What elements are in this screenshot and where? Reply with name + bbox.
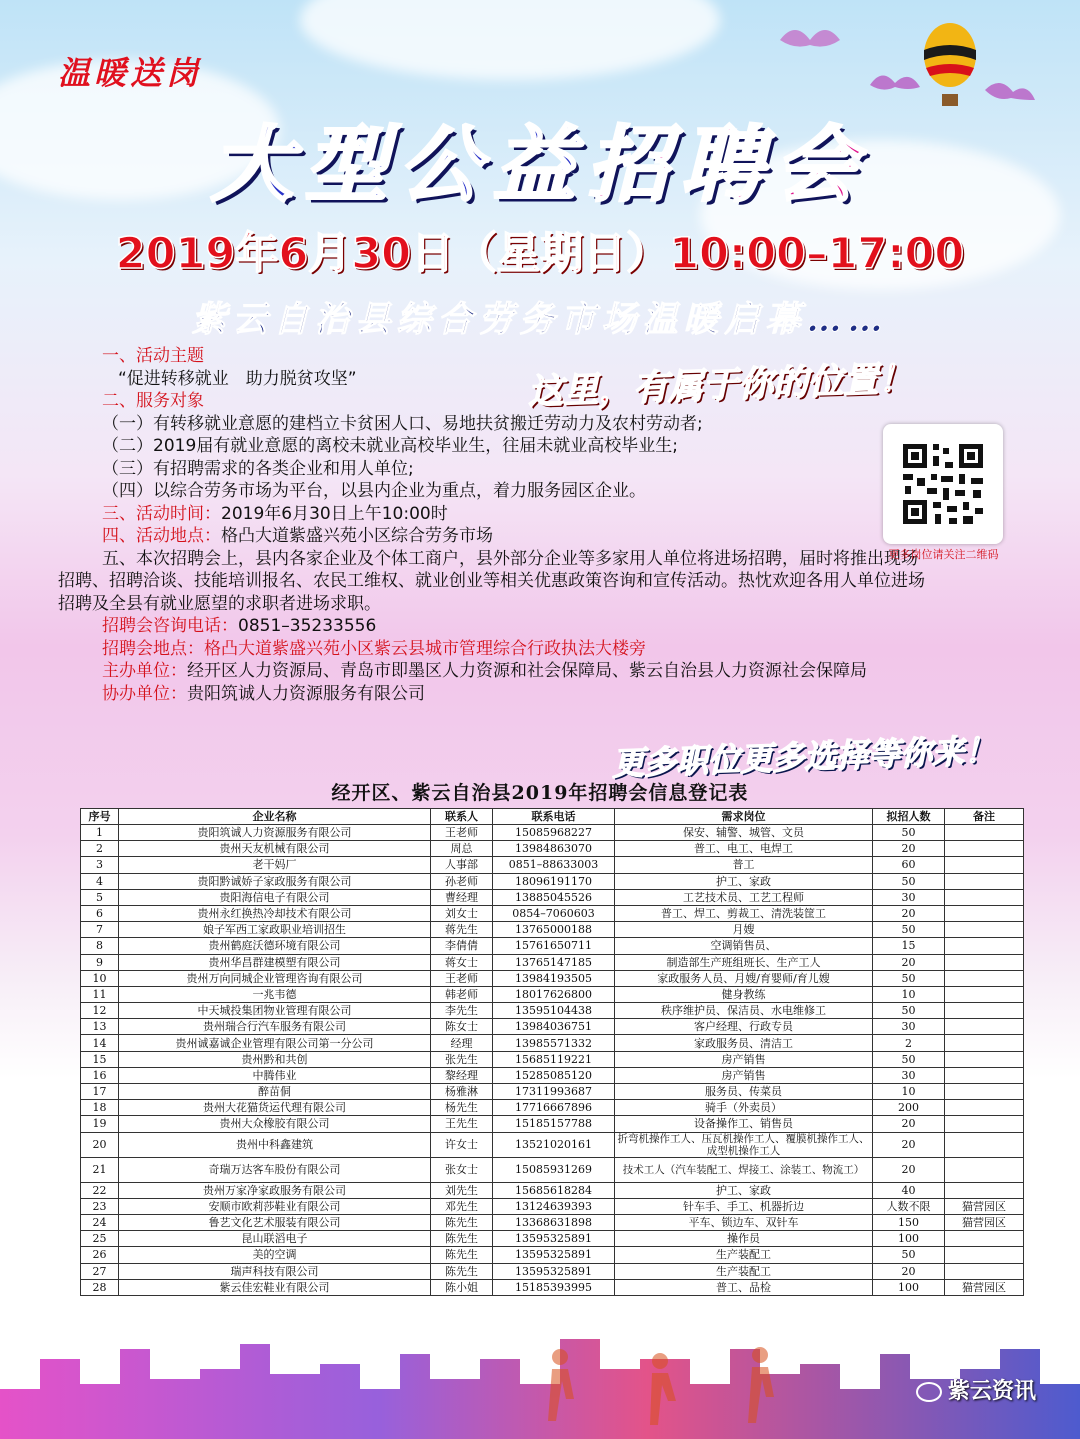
addr-value: 格凸大道紫盛兴苑小区紫云县城市管理综合行政执法大楼旁: [204, 638, 646, 659]
consult-phone: [58, 615, 1038, 638]
cell-company: 贵阳黔诚娇子家政服务有限公司: [119, 873, 431, 889]
cell-contact: 杨雅淋: [431, 1084, 493, 1100]
table-row: [81, 1084, 1024, 1100]
cell-remarks: [945, 970, 1024, 986]
cell-remarks: [945, 1157, 1024, 1182]
cell-positions: 操作员: [615, 1231, 873, 1247]
qr-code-icon: [883, 424, 1003, 544]
cell-index: 19: [81, 1116, 119, 1132]
cell-remarks: [945, 1116, 1024, 1132]
cell-headcount: 20: [873, 1132, 945, 1157]
cell-remarks: [945, 825, 1024, 841]
cell-index: 13: [81, 1019, 119, 1035]
cell-index: 5: [81, 889, 119, 905]
cell-phone: 13521020161: [493, 1132, 615, 1157]
cell-headcount: 20: [873, 905, 945, 921]
cell-phone: 13984036751: [493, 1019, 615, 1035]
table-title: 经开区、紫云自治县2019年招聘会信息登记表: [331, 782, 749, 804]
target-item-2: （二）2019届有就业意愿的离校未就业高校毕业生，往届未就业高校毕业生;: [102, 436, 678, 456]
table-row: [81, 970, 1024, 986]
cell-remarks: [945, 1263, 1024, 1279]
cell-index: 2: [81, 841, 119, 857]
desc-line-2: 招聘、招聘洽谈、技能培训报名、农民工维权、就业创业等相关优惠政策咨询和宣传活动。热忱欢迎各用人单位进场: [58, 571, 925, 591]
cell-positions: 护工、家政: [615, 873, 873, 889]
table-row: [81, 1035, 1024, 1051]
cell-company: 奇瑞万达客车股份有限公司: [119, 1157, 431, 1182]
table-row: [81, 857, 1024, 873]
cell-positions: 针车手、手工、机器折边: [615, 1198, 873, 1214]
cell-phone: 15685119221: [493, 1051, 615, 1067]
cell-positions: 技术工人（汽车装配工、焊接工、涂装工、物流工）: [615, 1157, 873, 1182]
table-row: [81, 1247, 1024, 1263]
cell-phone: 15185393995: [493, 1279, 615, 1295]
table-row: [81, 873, 1024, 889]
cell-positions: 客户经理、行政专员: [615, 1019, 873, 1035]
table-header-row: [81, 809, 1024, 825]
cell-contact: 李先生: [431, 1003, 493, 1019]
cell-remarks: [945, 841, 1024, 857]
cell-phone: 15085968227: [493, 825, 615, 841]
co-organizer: [58, 683, 1038, 706]
cell-headcount: 100: [873, 1231, 945, 1247]
table-row: [81, 825, 1024, 841]
cell-headcount: 2: [873, 1035, 945, 1051]
cell-contact: 蒋女士: [431, 954, 493, 970]
cell-headcount: 20: [873, 1157, 945, 1182]
cell-headcount: 10: [873, 1084, 945, 1100]
cell-positions: 普工、品检: [615, 1279, 873, 1295]
cell-headcount: 30: [873, 1067, 945, 1083]
cell-phone: 18096191170: [493, 873, 615, 889]
cell-index: 15: [81, 1051, 119, 1067]
cell-contact: 曹经理: [431, 889, 493, 905]
cell-company: 一兆韦德: [119, 986, 431, 1002]
table-row: [81, 922, 1024, 938]
cell-contact: 蒋先生: [431, 922, 493, 938]
table-row: [81, 938, 1024, 954]
cell-headcount: 10: [873, 986, 945, 1002]
cell-positions: 保安、辅警、城管、文员: [615, 825, 873, 841]
table-row: [81, 1116, 1024, 1132]
cloud-decoration: [300, 0, 720, 80]
host-label: 主办单位：: [102, 661, 187, 681]
cell-contact: 李倩倩: [431, 938, 493, 954]
col-header-company: 企业名称: [119, 809, 431, 825]
cell-phone: 18017626800: [493, 986, 615, 1002]
cell-phone: 15185157788: [493, 1116, 615, 1132]
cell-index: 25: [81, 1231, 119, 1247]
cell-contact: 经理: [431, 1035, 493, 1051]
cell-positions: 普工、电工、电焊工: [615, 841, 873, 857]
cell-remarks: [945, 986, 1024, 1002]
cell-company: 贵州鹤庭沃德环境有限公司: [119, 938, 431, 954]
table-row: [81, 1051, 1024, 1067]
event-date-line: 2019年6月30日（星期日）10:00–17:00: [115, 229, 965, 279]
cell-company: 老干妈厂: [119, 857, 431, 873]
cell-headcount: 100: [873, 1279, 945, 1295]
cell-positions: 骑手（外卖员）: [615, 1100, 873, 1116]
cell-company: 贵州万家净家政服务有限公司: [119, 1182, 431, 1198]
cell-index: 26: [81, 1247, 119, 1263]
cell-contact: 张女士: [431, 1157, 493, 1182]
cell-positions: 家政服务人员、月嫂/育婴师/育儿嫂: [615, 970, 873, 986]
col-header-headcount: 拟招人数: [873, 809, 945, 825]
cell-remarks: 猫营园区: [945, 1214, 1024, 1230]
cell-index: 4: [81, 873, 119, 889]
place-value: 格凸大道紫盛兴苑小区综合劳务市场: [221, 526, 493, 546]
cell-headcount: 15: [873, 938, 945, 954]
table-row: [81, 1132, 1024, 1157]
cell-remarks: [945, 1084, 1024, 1100]
cell-headcount: 40: [873, 1182, 945, 1198]
wechat-watermark: [916, 1374, 1036, 1405]
cell-contact: 陈先生: [431, 1231, 493, 1247]
cell-phone: 15685618284: [493, 1182, 615, 1198]
cell-positions: 平车、锁边车、双针车: [615, 1214, 873, 1230]
table-row: [81, 889, 1024, 905]
cell-index: 16: [81, 1067, 119, 1083]
cell-headcount: 50: [873, 1247, 945, 1263]
tagline: 温暖送岗: [58, 54, 203, 92]
table-row: [81, 841, 1024, 857]
cell-contact: 刘女士: [431, 905, 493, 921]
cell-company: 贵州诚嘉诚企业管理有限公司第一分公司: [119, 1035, 431, 1051]
table-row: [81, 986, 1024, 1002]
table-row: [81, 1214, 1024, 1230]
col-header-positions: 需求岗位: [615, 809, 873, 825]
slogan-position: 这里，有属于你的位置！: [527, 359, 914, 413]
col-header-index: 序号: [81, 809, 119, 825]
cell-company: 贵阳海信电子有限公司: [119, 889, 431, 905]
cell-index: 27: [81, 1263, 119, 1279]
bird-icon: [985, 83, 1035, 100]
cell-contact: 孙老师: [431, 873, 493, 889]
table-row: [81, 1231, 1024, 1247]
cell-phone: 13765000188: [493, 922, 615, 938]
cell-index: 3: [81, 857, 119, 873]
table-row: [81, 1157, 1024, 1182]
cell-headcount: 50: [873, 970, 945, 986]
cell-positions: 设备操作工、销售员: [615, 1116, 873, 1132]
cell-remarks: [945, 1019, 1024, 1035]
cell-remarks: [945, 1051, 1024, 1067]
cell-contact: 周总: [431, 841, 493, 857]
cell-headcount: 60: [873, 857, 945, 873]
main-title-part1: 大型公益: [211, 118, 587, 213]
cell-remarks: 猫营园区: [945, 1198, 1024, 1214]
cell-positions: 护工、家政: [615, 1182, 873, 1198]
cell-phone: 13595325891: [493, 1231, 615, 1247]
cell-contact: 韩老师: [431, 986, 493, 1002]
cell-remarks: 猫营园区: [945, 1279, 1024, 1295]
cell-positions: 制造部生产班组班长、生产工人: [615, 954, 873, 970]
cell-positions: 房产销售: [615, 1051, 873, 1067]
cell-contact: 许女士: [431, 1132, 493, 1157]
cell-index: 14: [81, 1035, 119, 1051]
cell-phone: 13124639393: [493, 1198, 615, 1214]
cell-company: 贵州华昌群建模塑有限公司: [119, 954, 431, 970]
cell-company: 贵州黔和共创: [119, 1051, 431, 1067]
cell-headcount: 20: [873, 1263, 945, 1279]
cell-contact: 杨先生: [431, 1100, 493, 1116]
cell-positions: 月嫂: [615, 922, 873, 938]
cell-remarks: [945, 857, 1024, 873]
table-body: [81, 825, 1024, 1296]
host-organizers: [58, 660, 1038, 683]
cell-headcount: 30: [873, 889, 945, 905]
cell-remarks: [945, 1100, 1024, 1116]
cell-headcount: 50: [873, 1003, 945, 1019]
cell-index: 18: [81, 1100, 119, 1116]
cell-company: 紫云佳宏鞋业有限公司: [119, 1279, 431, 1295]
cell-remarks: [945, 1035, 1024, 1051]
col-header-remarks: 备注: [945, 809, 1024, 825]
cell-index: 21: [81, 1157, 119, 1182]
slogan-more-jobs: 更多职位更多选择等你来！: [611, 731, 997, 783]
cell-headcount: 50: [873, 825, 945, 841]
cell-remarks: [945, 1003, 1024, 1019]
cell-contact: 黎经理: [431, 1067, 493, 1083]
cell-positions: 生产装配工: [615, 1263, 873, 1279]
cell-index: 8: [81, 938, 119, 954]
main-title: [0, 100, 1080, 217]
cell-index: 11: [81, 986, 119, 1002]
wechat-icon: [916, 1382, 942, 1402]
cell-remarks: [945, 1231, 1024, 1247]
desc-line-1: 五、本次招聘会上，县内各家企业及个体工商户，县外部分企业等多家用人单位将进场招聘，届时将推出现场: [102, 548, 918, 569]
hot-air-balloon-icon: [924, 23, 976, 106]
table-row: [81, 1067, 1024, 1083]
co-value: 贵阳筑诚人力资源服务有限公司: [187, 683, 425, 704]
cell-phone: 13885045526: [493, 889, 615, 905]
theme-label: 一、活动主题: [102, 346, 204, 366]
cell-contact: 王老师: [431, 825, 493, 841]
cell-contact: 王老师: [431, 970, 493, 986]
cell-remarks: [945, 954, 1024, 970]
cell-remarks: [945, 1182, 1024, 1198]
cell-index: 10: [81, 970, 119, 986]
cell-phone: 0854–7060603: [493, 905, 615, 921]
cell-headcount: 150: [873, 1214, 945, 1230]
cell-phone: 13368631898: [493, 1214, 615, 1230]
qr-code[interactable]: [883, 424, 1003, 544]
cell-index: 24: [81, 1214, 119, 1230]
cell-remarks: [945, 1247, 1024, 1263]
cell-company: 贵州中科鑫建筑: [119, 1132, 431, 1157]
cell-positions: 普工、焊工、剪裁工、清洗装筐工: [615, 905, 873, 921]
cell-headcount: 50: [873, 922, 945, 938]
cell-index: 28: [81, 1279, 119, 1295]
table-row: [81, 1263, 1024, 1279]
cell-index: 9: [81, 954, 119, 970]
table-row: [81, 954, 1024, 970]
cell-company: 贵阳筑诚人力资源服务有限公司: [119, 825, 431, 841]
cell-positions: 工艺技术员、工艺工程师: [615, 889, 873, 905]
cell-company: 贵州天友机械有限公司: [119, 841, 431, 857]
cell-contact: 陈小姐: [431, 1279, 493, 1295]
cell-contact: 陈先生: [431, 1263, 493, 1279]
cell-company: 美的空调: [119, 1247, 431, 1263]
watermark-text: 紫云资讯: [947, 1379, 1036, 1404]
cell-index: 1: [81, 825, 119, 841]
table-row: [81, 1100, 1024, 1116]
registration-table: [80, 808, 1024, 1296]
cell-company: 安顺市欧莉莎鞋业有限公司: [119, 1198, 431, 1214]
cell-headcount: 50: [873, 1051, 945, 1067]
cell-positions: 空调销售员、: [615, 938, 873, 954]
cell-index: 17: [81, 1084, 119, 1100]
cell-remarks: [945, 905, 1024, 921]
cell-phone: 17716667896: [493, 1100, 615, 1116]
cell-company: 昆山联滔电子: [119, 1231, 431, 1247]
cell-phone: 13985571332: [493, 1035, 615, 1051]
cell-phone: 13984193505: [493, 970, 615, 986]
cell-headcount: 20: [873, 841, 945, 857]
cell-headcount: 20: [873, 1116, 945, 1132]
cell-headcount: 人数不限: [873, 1198, 945, 1214]
cell-remarks: [945, 889, 1024, 905]
fair-address: [58, 638, 1038, 661]
target-item-4: （四）以综合劳务市场为平台，以县内企业为重点，着力服务园区企业。: [102, 481, 646, 501]
cell-contact: 陈女士: [431, 1019, 493, 1035]
target-item-3: （三）有招聘需求的各类企业和用人单位;: [102, 458, 414, 479]
table-row: [81, 905, 1024, 921]
cell-index: 23: [81, 1198, 119, 1214]
cell-company: 中腾伟业: [119, 1067, 431, 1083]
cell-phone: 15085931269: [493, 1157, 615, 1182]
cell-headcount: 20: [873, 954, 945, 970]
table-row: [81, 1279, 1024, 1295]
table-row: [81, 1003, 1024, 1019]
cell-phone: 13595104438: [493, 1003, 615, 1019]
cell-company: 鲁艺文化艺术服装有限公司: [119, 1214, 431, 1230]
cell-phone: 15285085120: [493, 1067, 615, 1083]
place-label: 四、活动地点：: [102, 526, 221, 546]
col-header-contact: 联系人: [431, 809, 493, 825]
cell-company: 贵州万向同城企业管理咨询有限公司: [119, 970, 431, 986]
cell-phone: 0851–88633003: [493, 857, 615, 873]
venue-line: 紫云自治县综合劳务市场温暖启幕……: [191, 299, 889, 340]
cell-headcount: 200: [873, 1100, 945, 1116]
cell-remarks: [945, 1067, 1024, 1083]
cell-index: 12: [81, 1003, 119, 1019]
target-item-1: （一）有转移就业意愿的建档立卡贫困人口、易地扶贫搬迁劳动力及农村劳动者;: [102, 413, 703, 434]
cell-company: 贵州瑞合行汽车服务有限公司: [119, 1019, 431, 1035]
cell-remarks: [945, 922, 1024, 938]
cell-headcount: 50: [873, 873, 945, 889]
cell-contact: 陈先生: [431, 1214, 493, 1230]
cell-contact: 人事部: [431, 857, 493, 873]
table-row: [81, 1182, 1024, 1198]
cell-company: 醉苗侗: [119, 1084, 431, 1100]
cell-positions: 秩序维护员、保洁员、水电维修工: [615, 1003, 873, 1019]
bird-icon: [780, 30, 840, 47]
cell-phone: 15761650711: [493, 938, 615, 954]
table-row: [81, 1019, 1024, 1035]
cell-remarks: [945, 873, 1024, 889]
cell-phone: 13595325891: [493, 1247, 615, 1263]
phone-label: 招聘会咨询电话：: [102, 616, 238, 636]
cell-phone: 17311993687: [493, 1084, 615, 1100]
cell-contact: 张先生: [431, 1051, 493, 1067]
theme-text: “促进转移就业 助力脱贫攻坚”: [118, 368, 357, 389]
table-row: [81, 1198, 1024, 1214]
main-title-part2: 招聘会: [587, 118, 869, 213]
cell-phone: 13595325891: [493, 1263, 615, 1279]
cell-company: 贵州永红换热冷却技术有限公司: [119, 905, 431, 921]
cell-positions: 折弯机操作工人、压瓦机操作工人、覆膜机操作工人、成型机操作工人: [615, 1132, 873, 1157]
cell-headcount: 30: [873, 1019, 945, 1035]
cell-company: 中天城投集团物业管理有限公司: [119, 1003, 431, 1019]
cell-index: 6: [81, 905, 119, 921]
cell-contact: 陈先生: [431, 1247, 493, 1263]
cell-remarks: [945, 938, 1024, 954]
col-header-phone: 联系电话: [493, 809, 615, 825]
cell-company: 贵州大众橡胶有限公司: [119, 1116, 431, 1132]
cell-positions: 服务员、传菜员: [615, 1084, 873, 1100]
cell-index: 7: [81, 922, 119, 938]
cell-phone: 13984863070: [493, 841, 615, 857]
bird-icon: [870, 75, 920, 89]
cell-index: 22: [81, 1182, 119, 1198]
addr-label: 招聘会地点：: [102, 638, 204, 659]
cell-positions: 房产销售: [615, 1067, 873, 1083]
cell-positions: 生产装配工: [615, 1247, 873, 1263]
host-value: 经开区人力资源局、青岛市即墨区人力资源和社会保障局、紫云自治县人力资源社会保障局: [187, 661, 867, 681]
phone-value: 0851–35233556: [238, 616, 377, 636]
cell-contact: 刘先生: [431, 1182, 493, 1198]
time-label: 三、活动时间：: [102, 503, 221, 524]
cell-index: 20: [81, 1132, 119, 1157]
cell-remarks: [945, 1132, 1024, 1157]
co-label: 协办单位：: [102, 683, 187, 704]
cell-positions: 家政服务员、清洁工: [615, 1035, 873, 1051]
cell-company: 娘子军西工家政职业培训招生: [119, 922, 431, 938]
cell-contact: 王先生: [431, 1116, 493, 1132]
cell-company: 瑞声科技有限公司: [119, 1263, 431, 1279]
time-value: 2019年6月30日上午10:00时: [221, 503, 448, 524]
qr-caption: 更多岗位请关注二维码: [888, 548, 999, 561]
cell-positions: 普工: [615, 857, 873, 873]
cell-positions: 健身教练: [615, 986, 873, 1002]
target-label: 二、服务对象: [102, 391, 204, 411]
cell-phone: 13765147185: [493, 954, 615, 970]
cell-company: 贵州大花猫货运代理有限公司: [119, 1100, 431, 1116]
cell-contact: 邓先生: [431, 1198, 493, 1214]
desc-line-3: 招聘及全县有就业愿望的求职者进场求职。: [58, 593, 381, 614]
